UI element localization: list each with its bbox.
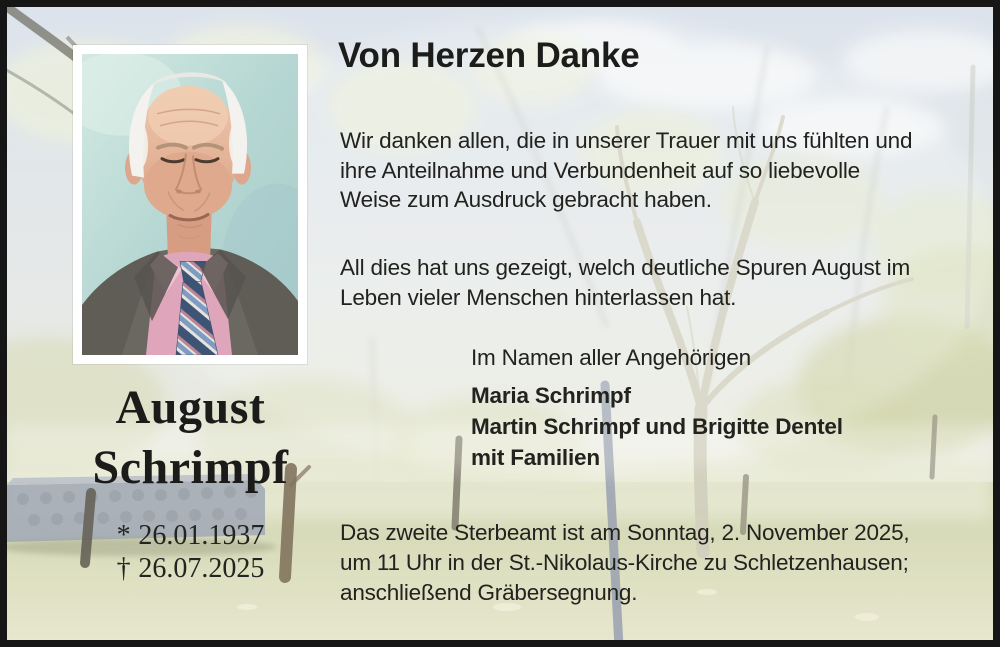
portrait-illustration bbox=[82, 54, 298, 355]
thanks-paragraph-2-line: Leben vieler Menschen hinterlassen hat. bbox=[340, 284, 737, 310]
life-dates bbox=[43, 519, 338, 585]
deceased-name bbox=[43, 378, 338, 498]
in-the-name-line: Im Namen aller Angehörigen bbox=[471, 345, 751, 370]
thanks-paragraph-1-line: Wir danken allen, die in unserer Trauer mit uns fühlten und bbox=[340, 128, 913, 153]
service-information-line: anschließend Gräbersegnung. bbox=[340, 580, 638, 605]
deceased-first-name: August bbox=[115, 381, 266, 434]
service-information-line: Das zweite Sterbeamt ist am Sonntag, 2. November 2025, bbox=[340, 520, 910, 545]
deceased-last-name: Schrimpf bbox=[92, 441, 289, 494]
thanks-paragraph-1-line: Weise zum Ausdruck gebracht haben. bbox=[340, 187, 712, 212]
portrait-photo bbox=[73, 45, 307, 364]
family-name-line: mit Familien bbox=[471, 445, 600, 470]
death-date: 26.07.2025 bbox=[138, 553, 265, 584]
family-name-line: Martin Schrimpf und Brigitte Dentel bbox=[471, 414, 843, 439]
death-cross-symbol: † bbox=[116, 553, 131, 584]
family-name-line: Maria Schrimpf bbox=[471, 383, 631, 408]
birth-star-symbol: * bbox=[116, 520, 131, 551]
death-date-line bbox=[43, 552, 338, 585]
birth-date: 26.01.1937 bbox=[138, 520, 265, 551]
thanks-paragraph-1-line: ihre Anteilnahme und Verbundenheit auf so liebevolle bbox=[340, 157, 860, 183]
thanks-paragraph-1 bbox=[340, 126, 912, 215]
thanks-paragraph-2 bbox=[340, 253, 910, 312]
thanks-paragraph-2-line: All dies hat uns gezeigt, welch deutliche Spuren August im bbox=[340, 255, 910, 280]
service-information bbox=[340, 518, 910, 608]
family-names bbox=[471, 380, 843, 473]
birth-date-line bbox=[43, 519, 338, 552]
service-information-line: um 11 Uhr in der St.-Nikolaus-Kirche zu Schletzenhausen; bbox=[340, 550, 909, 575]
notice-title: Von Herzen Danke bbox=[338, 36, 640, 75]
